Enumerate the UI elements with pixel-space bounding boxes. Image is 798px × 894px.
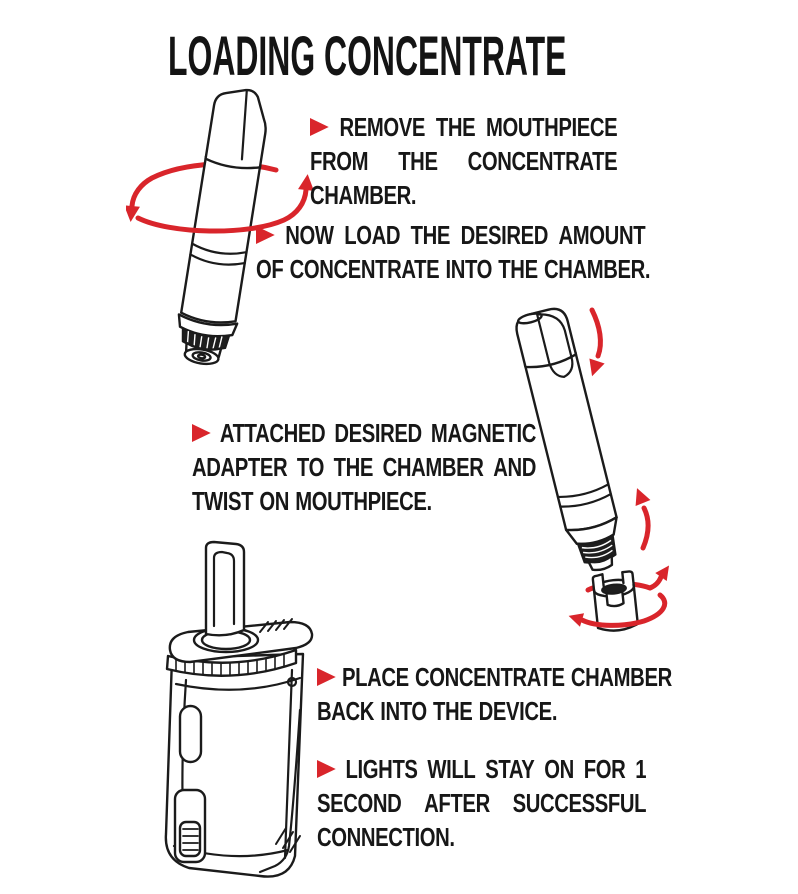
red-triangle-bullet-icon [310, 118, 329, 136]
instruction-remove-mouthpiece [310, 110, 617, 212]
instruction-line: FROM THE CONCENTRATE [310, 146, 618, 176]
instruction-line: TWIST ON MOUTHPIECE. [192, 486, 432, 516]
device-mouthpiece [206, 542, 244, 635]
red-triangle-bullet-icon [256, 226, 275, 244]
instruction-line: CHAMBER. [310, 180, 417, 210]
pen-body [180, 157, 260, 326]
up-arrow-icon [630, 485, 651, 548]
page-title: LOADING CONCENTRATE [168, 24, 567, 87]
instruction-load-concentrate [256, 218, 651, 286]
device-body [166, 654, 303, 877]
red-triangle-bullet-icon [317, 760, 336, 778]
device-fire-button [180, 706, 201, 762]
instruction-line: REMOVE THE MOUTHPIECE [310, 110, 617, 144]
instruction-line: ATTACHED DESIRED MAGNETIC [192, 416, 536, 450]
pen-mouthpiece [205, 85, 272, 171]
instruction-line: CONNECTION. [317, 822, 455, 852]
instruction-place-chamber [317, 660, 672, 728]
instruction-line: ADAPTER TO THE CHAMBER AND [192, 452, 536, 482]
instruction-line: SECOND AFTER SUCCESSFUL [317, 788, 647, 818]
box-device-illustration [142, 540, 342, 890]
red-triangle-bullet-icon [317, 668, 336, 686]
instruction-lights-confirmation [317, 752, 646, 854]
instruction-line: NOW LOAD THE DESIRED AMOUNT [256, 218, 645, 252]
instruction-line: LIGHTS WILL STAY ON FOR 1 [317, 752, 646, 786]
instruction-attach-adapter [192, 416, 536, 518]
instruction-line: BACK INTO THE DEVICE. [317, 696, 558, 726]
instruction-line: OF CONCENTRATE INTO THE CHAMBER. [256, 254, 651, 284]
down-arrow-icon [584, 310, 604, 379]
red-triangle-bullet-icon [192, 424, 211, 442]
instruction-line: PLACE CONCENTRATE CHAMBER [317, 660, 667, 694]
